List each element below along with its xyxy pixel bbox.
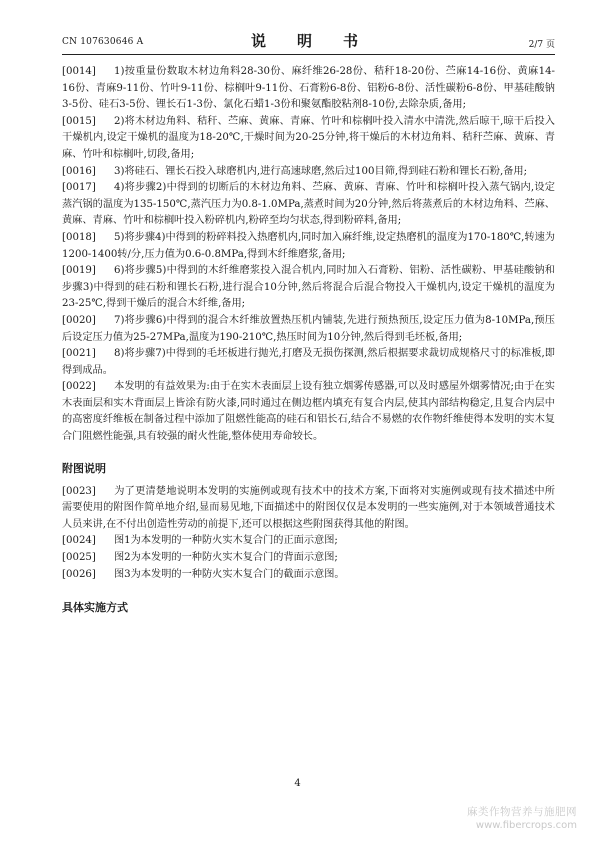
page-number: 4 bbox=[294, 778, 301, 789]
paragraph-number: [0024] bbox=[62, 535, 96, 547]
paragraph-text: 4)将步骤2)中得到的切断后的木材边角料、苎麻、黄麻、青麻、竹叶和棕榈叶投入蒸气锅内,设定蒸汽锅的温度为135-150℃,蒸汽压力为0.8-1.0MPa,蒸煮时间为20分钟,然后将蒸煮后的木材边角料、苎麻、黄麻、青麻、竹叶和棕榈叶投入粉碎机内,粉碎至均匀状态,得到粉碎料,备用; bbox=[62, 182, 555, 227]
document-title: 说 明 书 bbox=[250, 32, 366, 50]
paragraph-0018 bbox=[62, 230, 555, 263]
paragraph-text: 图3为本发明的一种防火实木复合门的截面示意图。 bbox=[114, 568, 345, 580]
paragraph-text: 1)按重量份数取木材边角料28-30份、麻纤维26-28份、秸秆18-20份、苎麻14-16份、黄麻14-16份、青麻9-11份、竹叶9-11份、棕榈叶9-11份、石膏粉6-8份、铝粉6-8份、活性碳粉6-8份、甲基硅酸钠3-5份、硅石3-5份、锂长石1-3份、氯化石蜡1-3份和聚氨酯胶粘剂8-10份,去除杂质,备用; bbox=[62, 66, 555, 111]
paragraph-number: [0026] bbox=[62, 568, 96, 580]
section-heading-drawings: 附图说明 bbox=[62, 461, 106, 475]
paragraph-number: [0020] bbox=[62, 314, 96, 326]
paragraph-number: [0022] bbox=[62, 381, 96, 393]
section-heading-embodiment: 具体实施方式 bbox=[62, 601, 128, 615]
paragraph-text: 5)将步骤4)中得到的粉碎料投入热磨机内,同时加入麻纤维,设定热磨机的温度为170-180℃,转速为1200-1400转/分,压力值为0.6-0.8MPa,得到木纤维磨浆,备用; bbox=[62, 231, 555, 260]
paragraph-number: [0017] bbox=[62, 182, 96, 194]
paragraph-number: [0023] bbox=[62, 485, 96, 497]
paragraph-text: 图2为本发明的一种防火实木复合门的背面示意图; bbox=[114, 552, 338, 564]
paragraph-number: [0015] bbox=[62, 115, 96, 127]
paragraph-number: [0014] bbox=[62, 66, 96, 77]
paragraph-number: [0025] bbox=[62, 552, 96, 564]
paragraph-number: [0018] bbox=[62, 231, 96, 243]
page-header bbox=[62, 28, 555, 55]
paragraph-0021 bbox=[62, 346, 555, 379]
paragraph-0026 bbox=[62, 567, 555, 584]
paragraph-text: 6)将步骤5)中得到的木纤维磨浆投入混合机内,同时加入石膏粉、铝粉、活性碳粉、甲基硅酸钠和步骤3)中得到的硅石粉和锂长石粉,进行混合10分钟,然后将混合后混合物投入干燥机内,设定干燥机的温度为23-25℃,得到干燥后的混合木纤维,备用; bbox=[62, 265, 555, 310]
paragraph-text: 2)将木材边角料、秸秆、苎麻、黄麻、青麻、竹叶和棕榈叶投入清水中清洗,然后晾干,晾干后投入干燥机内,设定干燥机的温度为18-20℃,干燥时间为20-25分钟,将干燥后的木材边角料、秸秆苎麻、黄麻、青麻、竹叶和棕榈叶,切段,备用; bbox=[62, 115, 555, 160]
paragraph-0015 bbox=[62, 114, 555, 164]
paragraph-number: [0019] bbox=[62, 265, 96, 277]
document-body bbox=[62, 64, 555, 615]
watermark-site-name: 麻类作物营养与施肥网 bbox=[467, 806, 577, 818]
paragraph-text: 为了更清楚地说明本发明的实施例或现有技术中的技术方案,下面将对实施例或现有技术描述中所需要使用的附图作简单地介绍,显而易见地,下面描述中的附图仅仅是本发明的一些实施例,对于本领域普通技术人员来讲,在不付出创造性劳动的前提下,还可以根据这些附图获得其他的附图。 bbox=[62, 485, 555, 530]
paragraph-0024 bbox=[62, 533, 555, 550]
paragraph-0014 bbox=[62, 64, 555, 114]
paragraph-0019 bbox=[62, 263, 555, 313]
paragraph-text: 7)将步骤6)中得到的混合木纤维放置热压机内铺装,先进行预热预压,设定压力值为8-10MPa,预压后设定压力值为25-27MPa,温度为190-210℃,热压时间为10分钟,然后得到毛坯板,备用; bbox=[62, 314, 555, 343]
paragraph-text: 8)将步骤7)中得到的毛坯板进行抛光,打磨及无损伤探测,然后根据要求裁切成规格尺寸的标准板,即得到成品。 bbox=[62, 348, 555, 376]
page-indicator: 2/7 页 bbox=[528, 40, 555, 50]
paragraph-0023 bbox=[62, 484, 555, 534]
publication-number: CN 107630646 A bbox=[62, 37, 144, 47]
paragraph-text: 图1为本发明的一种防火实木复合门的正面示意图; bbox=[114, 535, 338, 547]
paragraph-0025 bbox=[62, 550, 555, 567]
watermark-url: www.fibercrops.com bbox=[475, 820, 577, 831]
paragraph-0022 bbox=[62, 379, 555, 445]
watermark bbox=[467, 806, 577, 832]
paragraph-text: 3)将硅石、锂长石投入球磨机内,进行高速球磨,然后过100目筛,得到硅石粉和锂长石粉,备用; bbox=[114, 165, 528, 177]
paragraph-number: [0021] bbox=[62, 348, 96, 360]
paragraph-0016 bbox=[62, 164, 555, 181]
paragraph-text: 本发明的有益效果为:由于在实木表面层上设有独立烟雾传感器,可以及时感屋外烟雾情况;由于在实木表面层和实木背面层上皆涂有防火漆,同时通过在侧边框内填充有复合内层,使其内部结构稳定,且复合内层中的高密度纤维板在制备过程中添加了阻燃性能高的硅石和铝长石,结合不易燃的农作物纤维使得本发明的实木复合门阻燃性能强,具有较强的耐火性能,整体使用寿命较长。 bbox=[62, 381, 555, 443]
paragraph-0020 bbox=[62, 313, 555, 346]
paragraph-number: [0016] bbox=[62, 165, 96, 177]
paragraph-0017 bbox=[62, 180, 555, 230]
